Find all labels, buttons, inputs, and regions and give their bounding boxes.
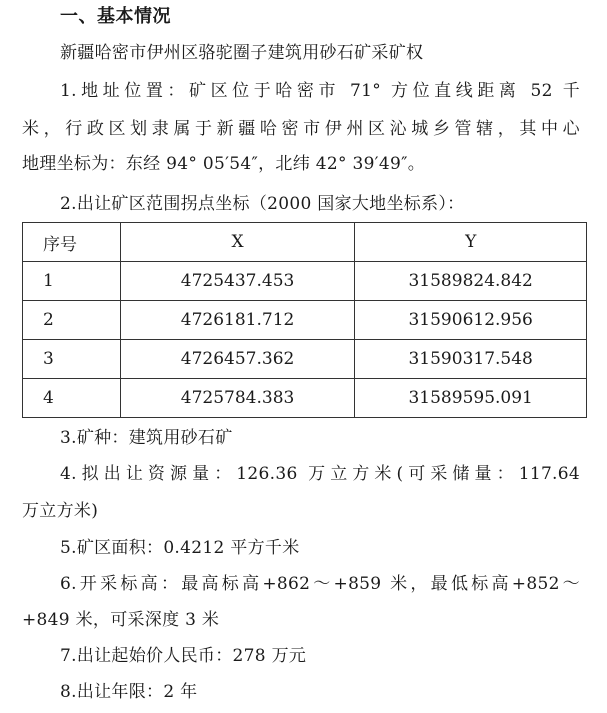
table-row (23, 262, 587, 301)
project-name: 新疆哈密市伊州区骆驼圈子建筑用砂石矿采矿权 (60, 43, 424, 63)
cell-y: 31589595.091 (355, 379, 587, 418)
cell-x: 4726457.362 (120, 340, 355, 379)
coords-title: 2.出让矿区范围拐点坐标（2000 国家大地坐标系）： (60, 194, 465, 214)
elevation-line-1: 6.开采标高：最高标高+862～+859 米，最低标高+852～ (60, 574, 580, 594)
cell-x: 4725437.453 (120, 262, 355, 301)
section-heading: 一、基本情况 (60, 6, 171, 27)
cell-x: 4725784.383 (120, 379, 355, 418)
coordinates-table (22, 222, 587, 418)
cell-y: 31589824.842 (355, 262, 587, 301)
cell-seq: 3 (23, 340, 121, 379)
address-line-1: 1.地址位置：矿区位于哈密市 71° 方位直线距离 52 千 (60, 81, 580, 101)
cell-seq: 4 (23, 379, 121, 418)
mine-area: 5.矿区面积：0.4212 平方千米 (60, 538, 300, 558)
resources-line-2: 万立方米) (22, 501, 99, 521)
cell-seq: 1 (23, 262, 121, 301)
address-line-2: 米，行政区划隶属于新疆哈密市伊州区沁城乡管辖，其中心 (22, 119, 580, 139)
elevation-line-2: +849 米，可采深度 3 米 (22, 610, 220, 630)
address-line-3: 地理坐标为：东经 94° 05′54″，北纬 42° 39′49″。 (22, 154, 426, 174)
table-header-row (23, 223, 587, 262)
header-seq: 序号 (23, 223, 121, 262)
cell-y: 31590317.548 (355, 340, 587, 379)
resources-line-1: 4.拟出让资源量：126.36 万立方米(可采储量：117.64 (60, 464, 580, 484)
starting-price: 7.出让起始价人民币：278 万元 (60, 646, 307, 666)
table-row (23, 340, 587, 379)
cell-seq: 2 (23, 301, 121, 340)
cell-y: 31590612.956 (355, 301, 587, 340)
cell-x: 4726181.712 (120, 301, 355, 340)
header-y: Y (355, 223, 587, 262)
mineral-type: 3.矿种：建筑用砂石矿 (60, 428, 233, 448)
header-x: X (120, 223, 355, 262)
table-row (23, 379, 587, 418)
table-row (23, 301, 587, 340)
transfer-term: 8.出让年限：2 年 (60, 682, 198, 702)
